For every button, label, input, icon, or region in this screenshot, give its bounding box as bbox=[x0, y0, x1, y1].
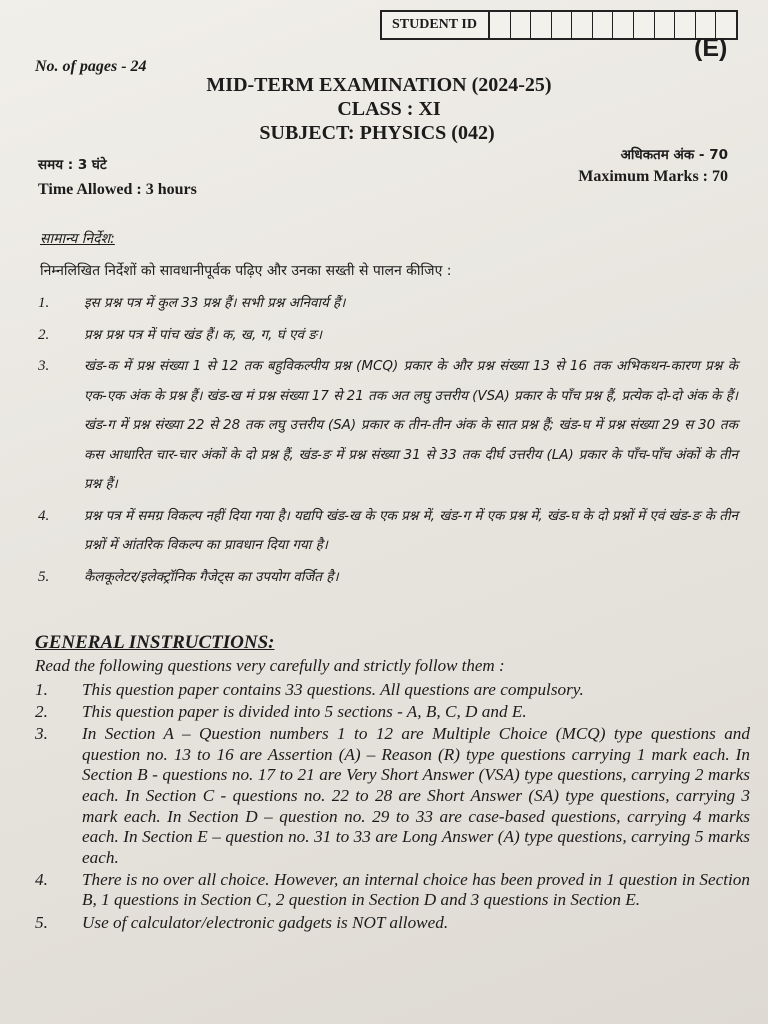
exam-header bbox=[0, 74, 768, 145]
item-number: 5. bbox=[38, 568, 50, 585]
item-number: 1. bbox=[35, 680, 48, 699]
student-id-digit-box[interactable] bbox=[634, 12, 655, 38]
marks-hindi: अधिकतम अंक - 70 bbox=[620, 147, 728, 163]
item-text: This question paper is divided into 5 sections - A, B, C, D and E. bbox=[82, 702, 527, 722]
item-text: कैलकूलेटर/इलेक्ट्रॉनिक गैजेट्स का उपयोग वर्जित है। bbox=[84, 568, 339, 585]
student-id-digit-box[interactable] bbox=[613, 12, 634, 38]
student-id-digit-box[interactable] bbox=[655, 12, 676, 38]
subject-title: SUBJECT: PHYSICS (042) bbox=[259, 122, 495, 144]
list-item bbox=[38, 563, 738, 593]
student-id-label: STUDENT ID bbox=[382, 12, 490, 38]
student-id-box bbox=[380, 10, 738, 40]
list-item bbox=[35, 702, 750, 723]
item-text: This question paper contains 33 questions. All questions are compulsory. bbox=[82, 680, 584, 699]
student-id-digit-box[interactable] bbox=[572, 12, 593, 38]
student-id-digit-box[interactable] bbox=[675, 12, 696, 38]
list-item bbox=[35, 870, 750, 911]
item-text: There is no over all choice. However, an internal choice has been proved in 1 question in Section B, 1 questions in Section C, 2 question in Section D and 3 questions in Section E. bbox=[82, 869, 750, 910]
student-id-digit-box[interactable] bbox=[511, 12, 532, 38]
list-item bbox=[35, 680, 750, 701]
list-item bbox=[38, 321, 738, 351]
list-item bbox=[35, 913, 750, 934]
time-english: Time Allowed : 3 hours bbox=[38, 181, 197, 198]
student-id-digit-box[interactable] bbox=[490, 12, 511, 38]
general-instructions-intro: Read the following questions very carefully and strictly follow them : bbox=[35, 656, 505, 675]
general-instructions-list bbox=[35, 680, 750, 935]
hindi-instructions-list bbox=[38, 289, 738, 594]
student-id-digit-box[interactable] bbox=[531, 12, 552, 38]
list-item bbox=[38, 502, 738, 561]
item-text: इस प्रश्न पत्र में कुल 33 प्रश्न हैं। सभी प्रश्न अनिवार्य हैं। bbox=[84, 295, 346, 311]
general-instructions-heading: GENERAL INSTRUCTIONS: bbox=[35, 632, 275, 653]
page-count: No. of pages - 24 bbox=[35, 58, 147, 75]
paper-code: (E) bbox=[694, 34, 728, 62]
time-hindi: समय : 3 घंटे bbox=[38, 157, 107, 173]
item-number: 2. bbox=[38, 326, 50, 343]
item-text: Use of calculator/electronic gadgets is NOT allowed. bbox=[82, 912, 449, 932]
item-text: खंड-क में प्रश्न संख्या 1 से 12 तक बहुविकल्पीय प्रश्न (MCQ) प्रकार के और प्रश्न संख्या 13 से 16 तक अभिकथन-कारण प्रश्न के एक-एक अंक के प्रश्न हैं। खंड-ख मं प्रश्न संख्या 17 से 21 तक अत लघु उत्तरीय (VSA) प्रकार के पाँच प्रश्न हैं, प्रत्येक दो-दो अंक के हैं। खंड-ग में प्रश्न संख्या 22 से 28 तक लघु उत्तरीय (SA) प्रकार क तीन-तीन अंक के सात प्रश्न हैं; खंड-घ में प्रश्न संख्या 29 स 30 तक कस आधारित चार-चार अंकों के दो प्रश्न हैं, खंड-ङ में प्रश्न संख्या 31 से 33 तक दीर्घ उत्तरीय (LA) प्रकार के पाँच-पाँच अंकों के तीन प्रश्न हैं। bbox=[84, 358, 738, 492]
item-number: 4. bbox=[38, 507, 50, 524]
item-text: प्रश्न प्रश्न पत्र में पांच खंड हैं। क, ख, ग, घं एवं ङ। bbox=[84, 326, 322, 343]
list-item bbox=[38, 352, 738, 500]
item-text: प्रश्न पत्र में समग्र विकल्प नहीं दिया गया है। यद्यपि खंड-ख के एक प्रश्न में, खंड-ग में एक प्रश्न में, खंड-घ के दो प्रश्नों में एवं खंड-ङ के तीन प्रश्नों में आंतरिक विकल्प का प्रावधान दिया गया है। bbox=[84, 507, 738, 553]
item-number: 2. bbox=[35, 702, 48, 722]
item-number: 4. bbox=[35, 869, 48, 889]
class-title: CLASS : XI bbox=[337, 98, 441, 120]
student-id-digit-box[interactable] bbox=[552, 12, 573, 38]
list-item bbox=[35, 724, 750, 868]
list-item bbox=[38, 289, 738, 319]
hindi-instructions-heading: सामान्य निर्देश: bbox=[40, 231, 115, 247]
item-number: 1. bbox=[38, 295, 50, 311]
marks-english: Maximum Marks : 70 bbox=[578, 168, 728, 185]
student-id-digit-box[interactable] bbox=[593, 12, 614, 38]
hindi-instructions-intro: निम्नलिखित निर्देशों को सावधानीपूर्वक पढ़िए और उनका सख्ती से पालन कीजिए : bbox=[40, 263, 452, 279]
exam-title: MID-TERM EXAMINATION (2024-25) bbox=[206, 74, 552, 96]
item-text: In Section A – Question numbers 1 to 12 are Multiple Choice (MCQ) type questions and question no. 13 to 16 are Assertion (A) – Reason (R) type questions carrying 1 mark each. In Section B - questions no. 17 to 21 are Very Short Answer (VSA) type questions, carrying 2 marks each. In Section C - questions no. 22 to 28 are Short Answer (SA) type questions, carrying 3 mark each. In Section D – question no. 29 to 33 are case-based questions, carrying 4 marks each. In Section E – question no. 31 to 33 are Long Answer (A) type questions, carrying 5 marks each. bbox=[82, 724, 750, 867]
item-number: 3. bbox=[35, 724, 48, 744]
item-number: 5. bbox=[35, 912, 48, 932]
item-number: 3. bbox=[38, 358, 50, 374]
